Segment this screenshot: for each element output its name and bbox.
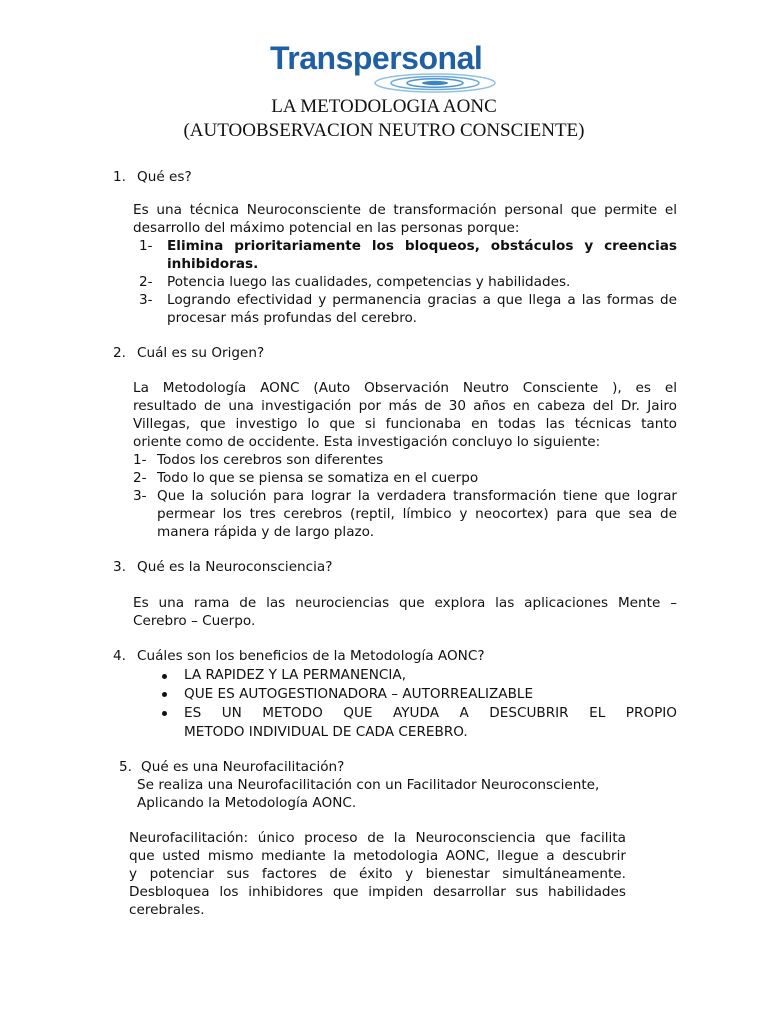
section-number: 1. xyxy=(113,169,126,185)
section-heading: Qué es? xyxy=(137,169,192,185)
bullet-item: QUE ES AUTOGESTIONADORA – AUTORREALIZABLE xyxy=(184,686,534,702)
transpersonal-logo xyxy=(270,40,506,96)
list-number: 2- xyxy=(139,274,153,290)
section-number: 3. xyxy=(113,559,126,575)
section-heading: Qué es una Neurofacilitación? xyxy=(141,759,345,775)
section-heading: Cuáles son los beneficios de la Metodología AONC? xyxy=(137,648,485,664)
bullet-item: LA RAPIDEZ Y LA PERMANENCIA, xyxy=(184,667,407,683)
section-heading: Qué es la Neuroconsciencia? xyxy=(137,559,333,575)
list-item-cont: manera rápida y de largo plazo. xyxy=(157,524,375,540)
list-item: Todo lo que se piensa se somatiza en el cuerpo xyxy=(157,470,479,486)
list-number: 2- xyxy=(133,470,147,486)
bullet-item: ES UN METODO QUE AYUDA A DESCUBRIR EL PROPIO xyxy=(184,705,677,721)
list-item-cont: inhibidoras. xyxy=(167,256,259,272)
section-number: 5. xyxy=(119,759,132,775)
paragraph-line: que usted mismo mediante la metodologia AONC, llegue a descubrir xyxy=(129,848,626,864)
section-heading: Cuál es su Origen? xyxy=(137,345,265,361)
document-subtitle: (AUTOOBSERVACION NEUTRO CONSCIENTE) xyxy=(183,120,585,141)
list-item: Que la solución para lograr la verdadera transformación tiene que lograr xyxy=(157,488,677,504)
list-item: Logrando efectividad y permanencia gracias a que llega a las formas de xyxy=(167,292,677,308)
list-number: 1- xyxy=(139,238,153,254)
list-item: Potencia luego las cualidades, competencias y habilidades. xyxy=(167,274,571,290)
paragraph-line: Es una técnica Neuroconsciente de transformación personal que permite el xyxy=(133,202,677,218)
list-item: Elimina prioritariamente los bloqueos, obstáculos y creencias xyxy=(167,238,677,254)
paragraph-line: Desbloquea los inhibidores que impiden desarrollar sus habilidades xyxy=(129,884,626,900)
water-ripple-icon xyxy=(370,70,500,96)
paragraph-line: Aplicando la Metodología AONC. xyxy=(137,795,357,811)
paragraph-line: resultado de una investigación por más de 30 años en cabeza del Dr. Jairo xyxy=(133,398,677,414)
paragraph-line: Es una rama de las neurociencias que explora las aplicaciones Mente – xyxy=(133,595,677,611)
list-item: Todos los cerebros son diferentes xyxy=(157,452,384,468)
section-number: 4. xyxy=(113,648,126,664)
list-number: 1- xyxy=(133,452,147,468)
paragraph-line: La Metodología AONC (Auto Observación Neutro Consciente ), es el xyxy=(133,380,677,396)
list-number: 3- xyxy=(133,488,147,504)
paragraph-line: Neurofacilitación: único proceso de la Neuroconsciencia que facilita xyxy=(129,830,626,846)
list-number: 3- xyxy=(139,292,153,308)
logo-text: Transpersonal xyxy=(270,40,483,76)
paragraph-line: desarrollo del máximo potencial en las personas porque: xyxy=(133,220,520,236)
paragraph-line: Villegas, que investigo lo que si funcionaba en todas las técnicas tanto xyxy=(133,416,677,432)
bullet-icon xyxy=(162,674,167,679)
list-item-cont: procesar más profundas del cerebro. xyxy=(167,310,417,326)
bullet-icon xyxy=(162,711,167,716)
list-item-cont: permear los tres cerebros (reptil, límbico y neocortex) para que sea de xyxy=(157,506,677,522)
bullet-icon xyxy=(162,692,167,697)
paragraph-line: cerebrales. xyxy=(129,902,205,918)
paragraph-line: oriente como de occidente. Esta investigación concluyo lo siguiente: xyxy=(133,434,601,450)
section-number: 2. xyxy=(113,345,126,361)
paragraph-line: Se realiza una Neurofacilitación con un Facilitador Neuroconsciente, xyxy=(137,777,600,793)
document-title: LA METODOLOGIA AONC xyxy=(271,96,497,117)
paragraph-line: y potenciar sus factores de éxito y bienestar simultáneamente. xyxy=(129,866,626,882)
paragraph-line: Cerebro – Cuerpo. xyxy=(133,613,256,629)
bullet-item-cont: METODO INDIVIDUAL DE CADA CEREBRO. xyxy=(184,724,468,740)
